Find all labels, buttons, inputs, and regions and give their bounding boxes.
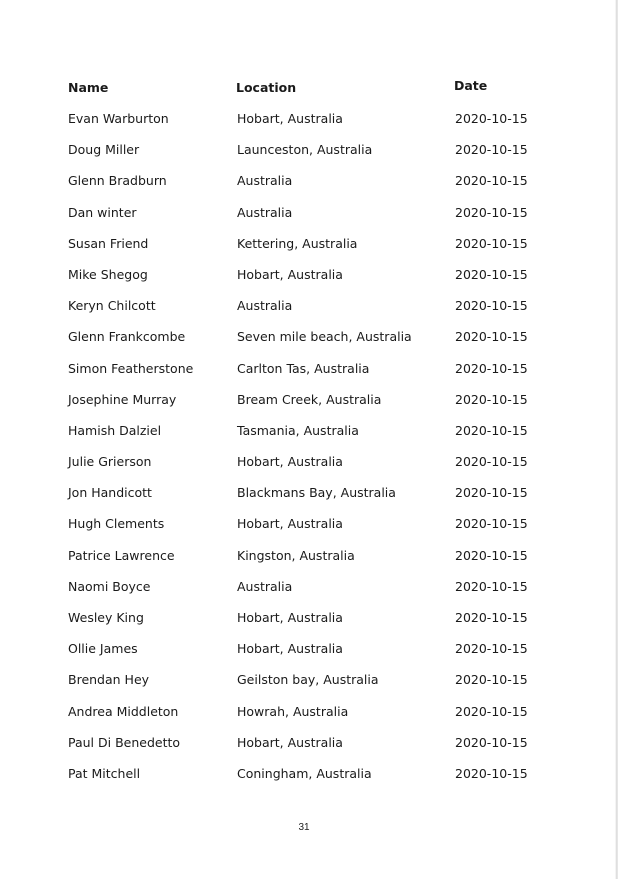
- name-cell: Doug Miller: [68, 142, 140, 158]
- date-cell: 2020-10-15: [455, 111, 528, 126]
- location-cell: Australia: [237, 578, 293, 594]
- date-cell: 2020-10-15: [455, 516, 528, 532]
- date-cell: 2020-10-15: [455, 610, 528, 625]
- header-date: Date: [454, 78, 488, 93]
- location-cell: Coningham, Australia: [237, 765, 372, 781]
- location-cell: Hobart, Australia: [237, 610, 343, 625]
- date-cell: 2020-10-15: [455, 485, 528, 501]
- name-cell: Susan Friend: [68, 235, 149, 251]
- location-cell: Australia: [237, 173, 293, 189]
- date-cell: 2020-10-15: [455, 298, 528, 314]
- location-cell: Seven mile beach, Australia: [237, 329, 412, 345]
- date-cell: 2020-10-15: [455, 672, 528, 688]
- name-cell: Keryn Chilcott: [68, 298, 156, 314]
- date-cell: 2020-10-15: [455, 734, 528, 750]
- date-cell: 2020-10-15: [455, 391, 528, 407]
- header-location: Location: [236, 80, 297, 95]
- name-cell: Dan winter: [68, 204, 137, 220]
- name-cell: Andrea Middleton: [68, 703, 179, 719]
- location-cell: Australia: [237, 298, 293, 314]
- table-header-row: [68, 78, 538, 112]
- scan-edge-shadow: [615, 0, 618, 879]
- name-cell: Naomi Boyce: [68, 578, 151, 594]
- location-cell: Hobart, Australia: [237, 641, 343, 657]
- name-cell: Jon Handicott: [68, 485, 152, 501]
- name-cell: Mike Shegog: [68, 266, 148, 282]
- header-name: Name: [68, 80, 109, 95]
- name-cell: Wesley King: [68, 610, 144, 625]
- location-cell: Tasmania, Australia: [237, 422, 359, 438]
- name-cell: Patrice Lawrence: [68, 547, 175, 563]
- name-cell: Glenn Bradburn: [68, 173, 167, 189]
- date-cell: 2020-10-15: [455, 329, 528, 345]
- date-cell: 2020-10-15: [455, 360, 528, 376]
- location-cell: Howrah, Australia: [237, 703, 349, 719]
- name-cell: Julie Grierson: [68, 454, 152, 470]
- date-cell: 2020-10-15: [455, 422, 528, 438]
- location-cell: Hobart, Australia: [237, 734, 343, 750]
- location-cell: Kettering, Australia: [237, 235, 358, 251]
- date-cell: 2020-10-15: [455, 266, 528, 282]
- name-cell: Hamish Dalziel: [68, 422, 162, 438]
- page-number: 31: [298, 822, 310, 833]
- location-cell: Carlton Tas, Australia: [237, 360, 370, 376]
- name-cell: Hugh Clements: [68, 516, 165, 532]
- location-cell: Blackmans Bay, Australia: [237, 485, 396, 501]
- location-cell: Kingston, Australia: [237, 547, 355, 563]
- date-cell: 2020-10-15: [455, 204, 528, 220]
- location-cell: Geilston bay, Australia: [237, 672, 379, 688]
- name-cell: Paul Di Benedetto: [68, 734, 181, 750]
- location-cell: Hobart, Australia: [237, 454, 343, 470]
- date-cell: 2020-10-15: [455, 765, 528, 781]
- date-cell: 2020-10-15: [455, 142, 528, 158]
- date-cell: 2020-10-15: [455, 547, 528, 563]
- location-cell: Bream Creek, Australia: [237, 391, 382, 407]
- name-cell: Brendan Hey: [68, 672, 150, 688]
- date-cell: 2020-10-15: [455, 703, 528, 719]
- name-cell: Pat Mitchell: [68, 765, 141, 781]
- location-cell: Launceston, Australia: [237, 142, 373, 158]
- name-cell: Evan Warburton: [68, 111, 169, 126]
- name-cell: Josephine Murray: [68, 391, 177, 407]
- name-cell: Ollie James: [68, 641, 138, 657]
- name-cell: Simon Featherstone: [68, 360, 194, 376]
- name-cell: Glenn Frankcombe: [68, 329, 186, 345]
- date-cell: 2020-10-15: [455, 235, 528, 251]
- date-cell: 2020-10-15: [455, 578, 528, 594]
- date-cell: 2020-10-15: [455, 454, 528, 470]
- date-cell: 2020-10-15: [455, 641, 528, 657]
- date-cell: 2020-10-15: [455, 173, 528, 189]
- signatures-table: [68, 78, 538, 781]
- location-cell: Hobart, Australia: [237, 111, 343, 126]
- location-cell: Hobart, Australia: [237, 516, 343, 532]
- location-cell: Australia: [237, 204, 293, 220]
- location-cell: Hobart, Australia: [237, 266, 343, 282]
